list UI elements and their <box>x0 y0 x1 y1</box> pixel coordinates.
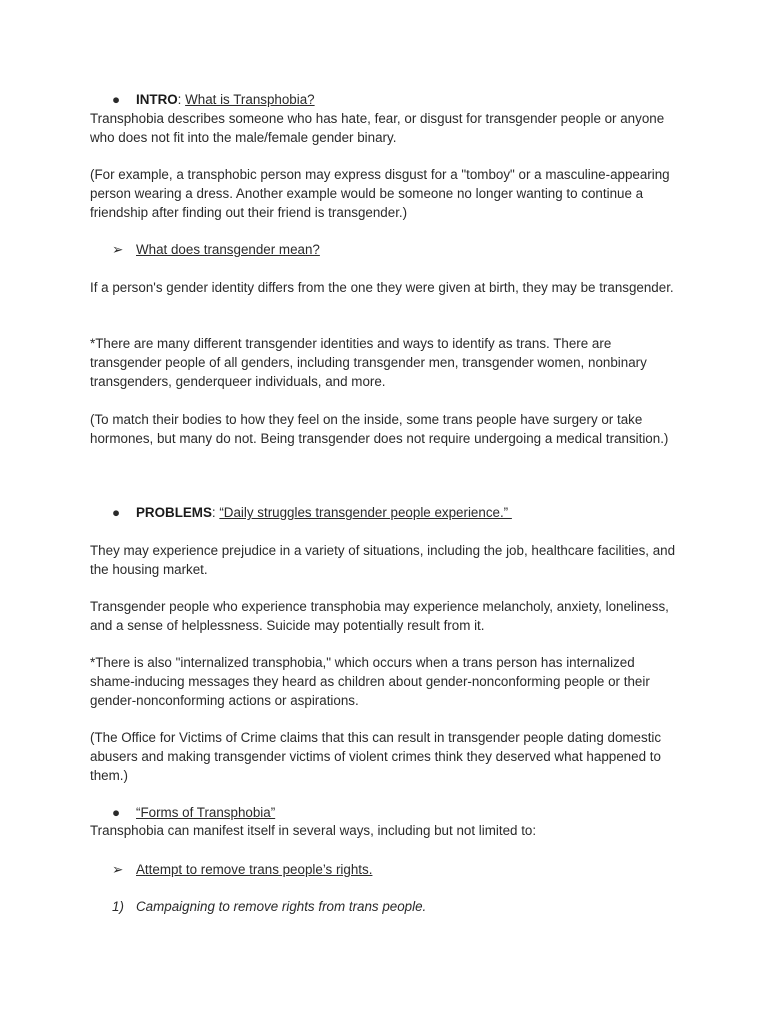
intro-label: INTRO <box>136 92 178 107</box>
problems-heading-line <box>112 504 512 523</box>
problems-heading: “Daily struggles transgender people experience.” <box>219 505 512 520</box>
forms-subheading-line <box>112 861 372 880</box>
forms-subheading: Attempt to remove trans people’s rights. <box>136 862 373 877</box>
bullet-icon: ● <box>112 92 121 107</box>
forms-list-item-1 <box>112 898 426 917</box>
bullet-icon: ● <box>112 505 121 520</box>
intro-paragraph-2: (For example, a transphobic person may express disgust for a "tomboy" or a masculine-appearing person wearing a dress. Another example would be someone no longer wanting to continue a friendship after finding out their friend is transgender.) <box>90 167 670 220</box>
meaning-paragraph-3: (To match their bodies to how they feel on the inside, some trans people have surgery or take hormones, but many do not. Being transgender does not require undergoing a medical transition.) <box>90 412 669 446</box>
problems-label: PROBLEMS <box>136 505 212 520</box>
meaning-paragraph-2: *There are many different transgender identities and ways to identify as trans. There are transgender people of all genders, including transgender men, transgender women, nonbinary transgenders, genderqueer individuals, and more. <box>90 336 647 389</box>
meaning-heading: What does transgender mean? <box>136 242 320 257</box>
arrow-icon: ➢ <box>112 862 124 877</box>
arrow-icon: ➢ <box>112 242 124 257</box>
list-number: 1) <box>112 899 124 914</box>
problems-paragraph-3: *There is also "internalized transphobia," which occurs when a trans person has internalized shame-inducing messages they heard as children about gender-nonconforming people or their gender-nonconforming actions or aspirations. <box>90 655 650 708</box>
list-item-text: Campaigning to remove rights from trans people. <box>136 899 427 914</box>
forms-paragraph-1: Transphobia can manifest itself in several ways, including but not limited to: <box>90 823 537 838</box>
intro-heading: What is Transphobia? <box>185 92 315 107</box>
meaning-paragraph-1: If a person's gender identity differs from the one they were given at birth, they may be transgender. <box>90 280 674 295</box>
problems-separator: : <box>211 505 220 520</box>
intro-paragraph-1: Transphobia describes someone who has hate, fear, or disgust for transgender people or anyone who does not fit into the male/female gender binary. <box>90 111 665 145</box>
problems-paragraph-4: (The Office for Victims of Crime claims that this can result in transgender people dating domestic abusers and making transgender victims of violent crimes think they deserved what happened to them.) <box>90 730 662 783</box>
bullet-icon: ● <box>112 805 121 820</box>
problems-paragraph-2: Transgender people who experience transphobia may experience melancholy, anxiety, loneliness, and a sense of helplessness. Suicide may potentially result from it. <box>90 599 669 633</box>
intro-heading-line <box>112 91 315 110</box>
intro-separator: : <box>177 92 186 107</box>
problems-paragraph-1: They may experience prejudice in a variety of situations, including the job, healthcare facilities, and the housing market. <box>90 543 676 577</box>
forms-heading: “Forms of Transphobia” <box>136 805 276 820</box>
forms-heading-line <box>112 804 275 823</box>
meaning-heading-line <box>112 241 320 260</box>
